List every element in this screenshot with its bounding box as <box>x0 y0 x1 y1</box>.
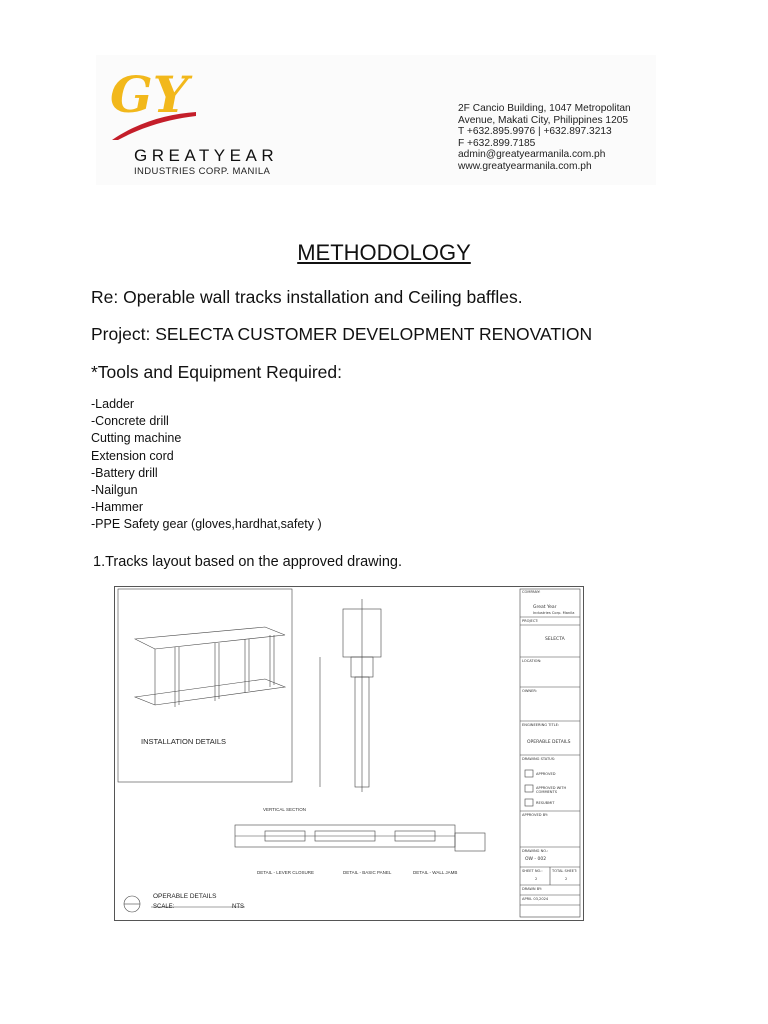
tb-company: COMPANY: <box>522 590 541 594</box>
re-line: Re: Operable wall tracks installation and Ceiling baffles. <box>91 287 523 307</box>
website-line: www.greatyearmanila.com.ph <box>458 160 592 172</box>
tb-drawing-no: DRAWING NO.: <box>522 849 549 853</box>
detail-label: DETAIL - LEVER CLOSURE <box>257 870 315 875</box>
tb-total-sheet: TOTAL SHEET: <box>552 869 578 873</box>
phone-line: T +632.895.9976 | +632.897.3213 <box>458 126 612 138</box>
tools-list <box>91 396 322 534</box>
tb-total-sheet-value: 2 <box>565 877 568 881</box>
tb-sheet-no-value: 2 <box>535 877 538 881</box>
tb-project: PROJECT: <box>522 619 539 623</box>
scale-value: NTS <box>232 904 244 910</box>
tb-drawing-status: DRAWING STATUS: <box>522 757 556 761</box>
brand-subtitle: INDUSTRIES CORP. MANILA <box>134 166 271 177</box>
detail-label: DETAIL - BASIC PANEL <box>343 870 392 875</box>
detail-label: DETAIL - WALL JAMB <box>413 870 458 875</box>
step-1: 1.Tracks layout based on the approved drawing. <box>93 554 402 570</box>
tb-drawn-by: DRAWN BY: <box>522 887 542 891</box>
tb-company-name: Great Year <box>533 605 557 610</box>
list-item: Cutting machine <box>91 431 182 446</box>
list-item: -PPE Safety gear (gloves,hardhat,safety ) <box>91 517 322 532</box>
tb-status-option: APPROVED WITH COMMENTS <box>536 786 567 794</box>
installation-details-label: INSTALLATION DETAILS <box>141 737 227 746</box>
tb-sheet-no: SHEET NO.: <box>522 869 543 873</box>
technical-drawing <box>114 586 584 921</box>
address-line-1: 2F Cancio Building, 1047 Metropolitan <box>458 103 631 114</box>
tb-project-value: SELECTA <box>545 637 565 642</box>
project-line: Project: SELECTA CUSTOMER DEVELOPMENT RENOVATION <box>91 324 593 344</box>
list-item: -Battery drill <box>91 465 158 480</box>
list-item: Extension cord <box>91 448 174 463</box>
fax-line: F +632.899.7185 <box>458 137 536 149</box>
operable-details-label: OPERABLE DETAILS <box>153 893 217 900</box>
list-item: -Hammer <box>91 500 144 515</box>
greatyear-logo-icon <box>108 62 198 140</box>
address-line-2: Avenue, Makati City, Philippines 1205 <box>458 114 629 126</box>
contact-block <box>458 103 631 173</box>
tb-engineering-value: OPERABLE DETAILS <box>527 740 571 745</box>
tb-owner: OWNER: <box>522 689 537 693</box>
tb-approved-by: APPROVED BY: <box>522 813 548 817</box>
tb-date: APRIL 03,2024 <box>522 897 549 901</box>
tb-status-option: APPROVED <box>536 772 556 776</box>
tools-heading: *Tools and Equipment Required: <box>91 362 342 382</box>
list-item: -Nailgun <box>91 483 138 498</box>
tb-company-sub: Industries Corp. Manila <box>533 611 575 615</box>
list-item: -Ladder <box>91 397 135 411</box>
tb-engineering-title: ENGINEERING TITLE: <box>522 723 560 727</box>
tb-status-option: RESUBMIT <box>536 801 555 805</box>
tb-drawing-no-value: OW - 002 <box>525 857 547 862</box>
scale-label: SCALE: <box>153 904 175 910</box>
vertical-section-label: VERTICAL SECTION <box>263 807 307 812</box>
page-title: METHODOLOGY <box>297 240 471 265</box>
list-item: -Concrete drill <box>91 414 169 429</box>
logo-letters: GY <box>110 65 189 124</box>
brand-name: GREATYEAR <box>134 146 279 165</box>
email-line: admin@greatyearmanila.com.ph <box>458 149 606 161</box>
tb-location: LOCATION: <box>522 659 542 663</box>
